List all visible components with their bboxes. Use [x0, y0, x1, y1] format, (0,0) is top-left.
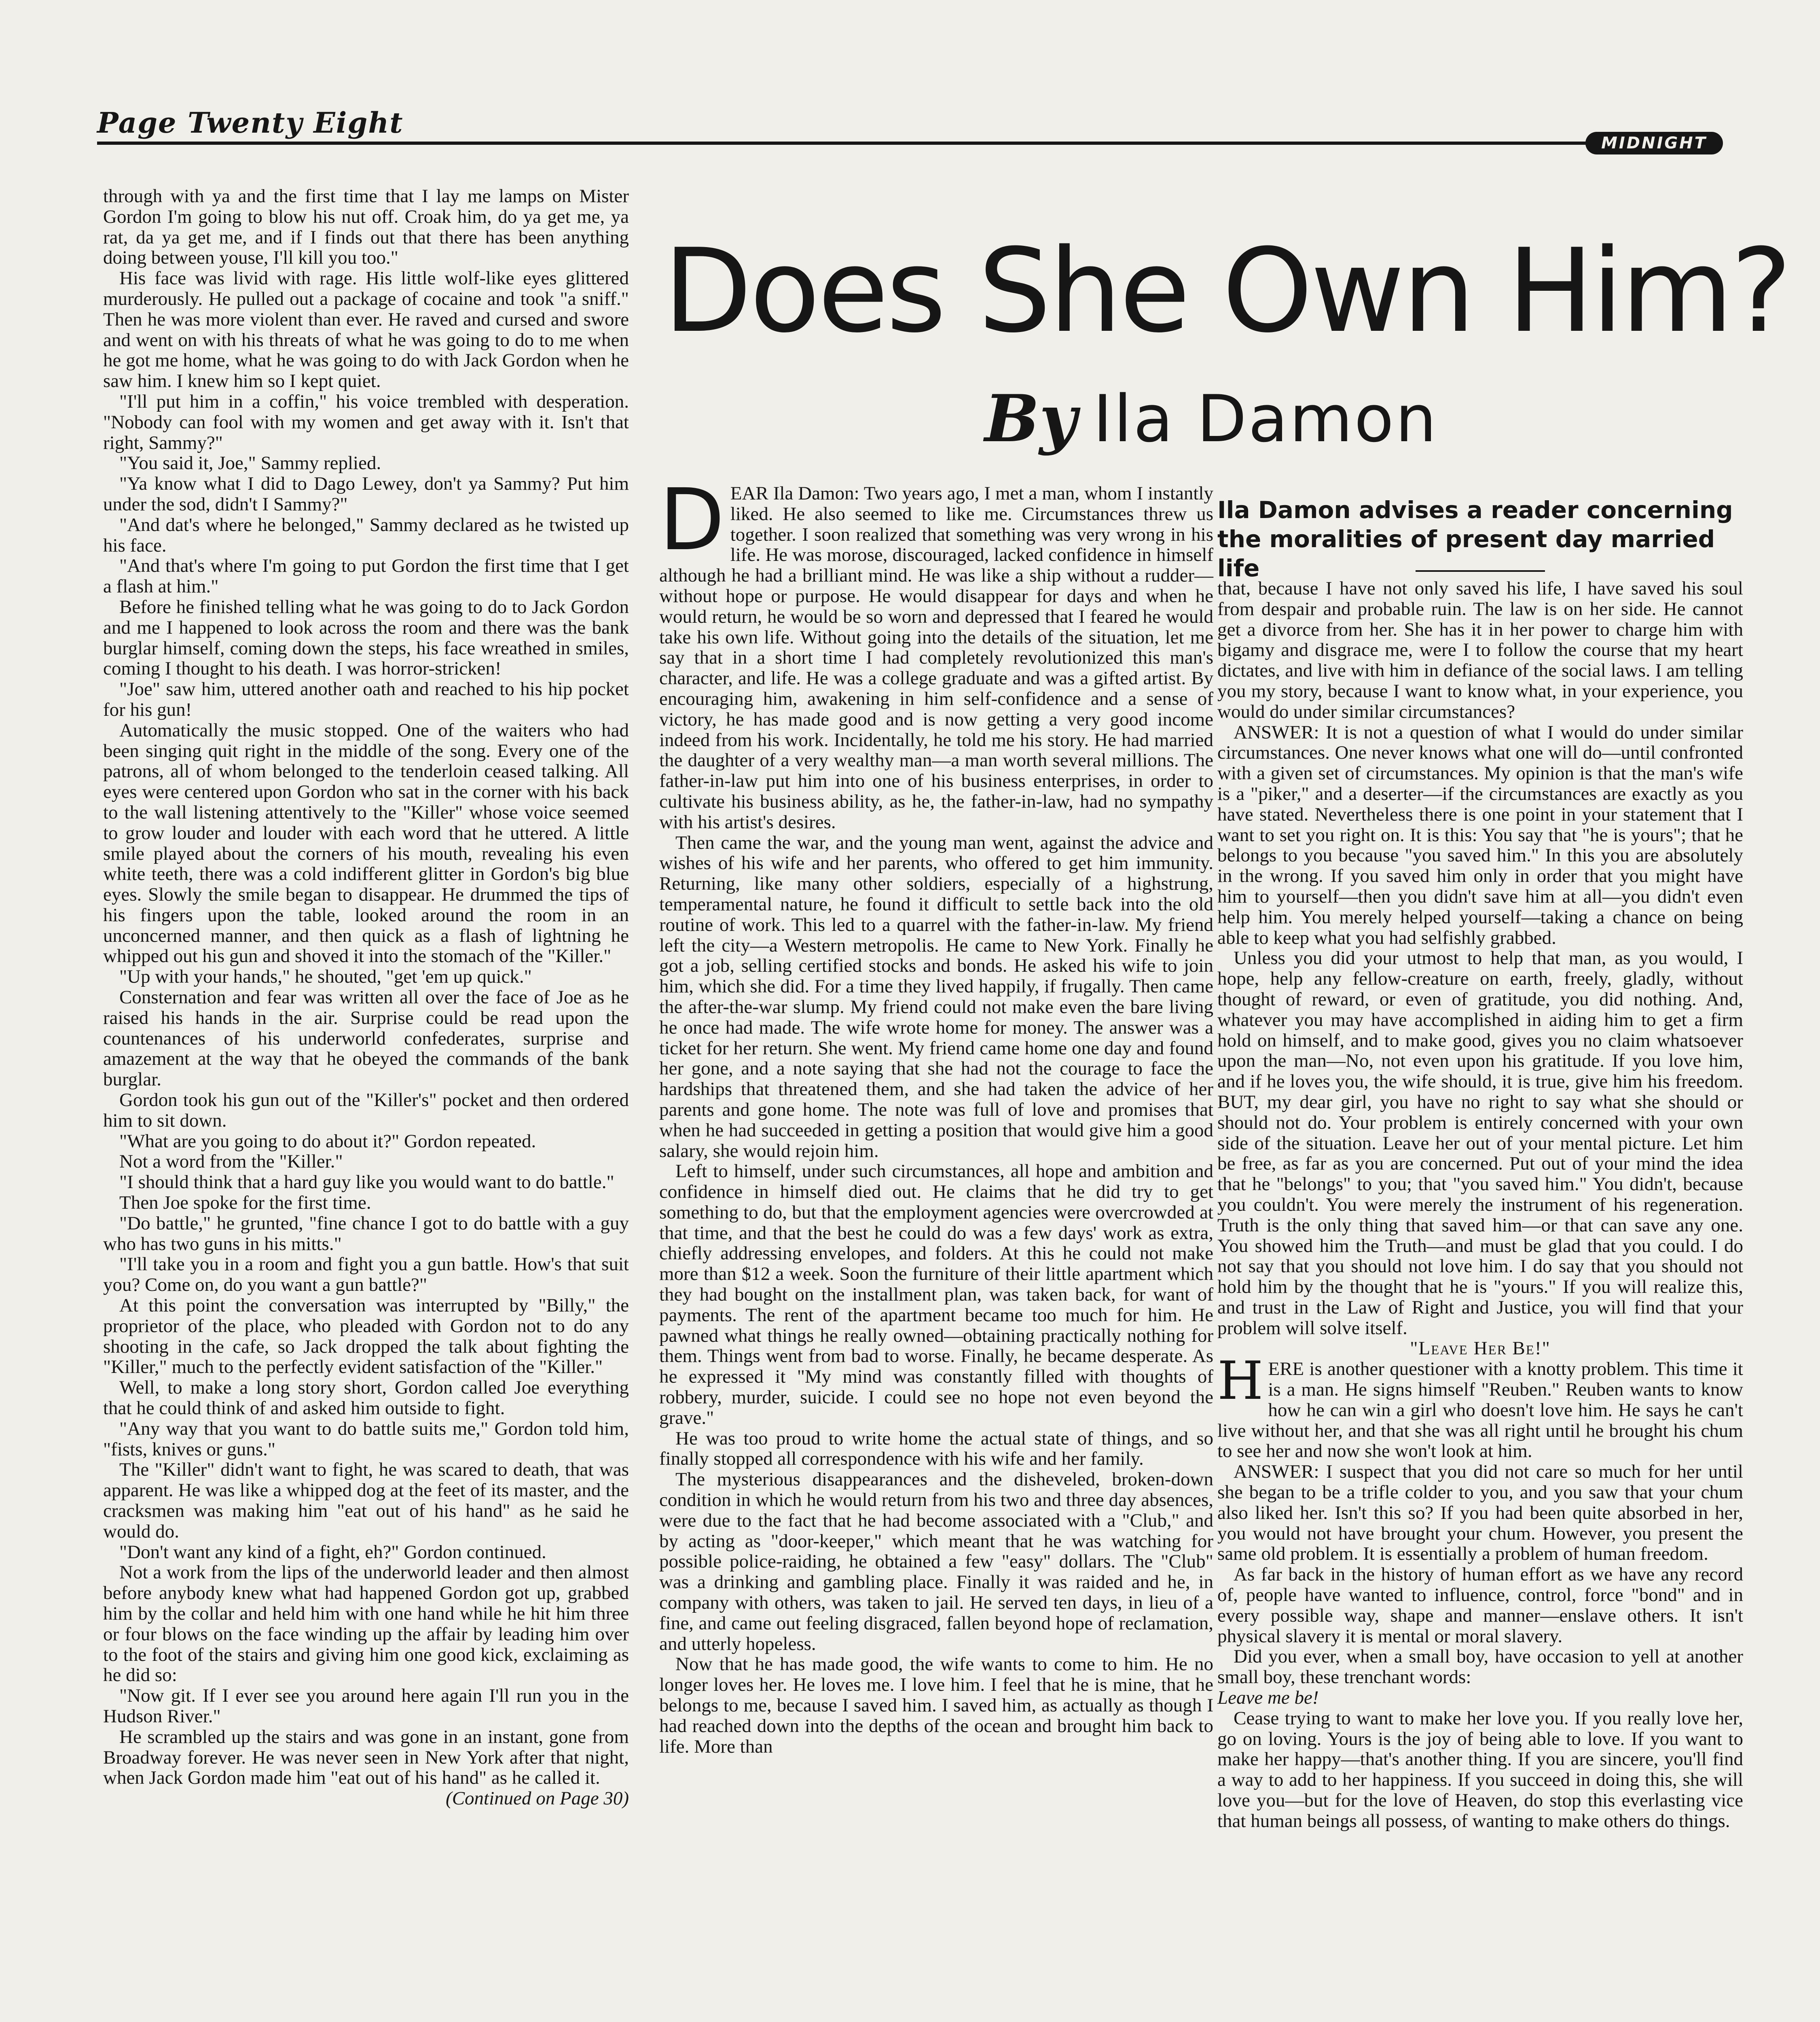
story-paragraph: Consternation and fear was written all over the face of Joe as he raised his hands in the air. Surprise could be read upon the countenances of his underworld confederates, surprise and amazement at the way that he obeyed the commands of the bank burglar. [103, 987, 629, 1090]
story-paragraph: "Do battle," he grunted, "fine chance I got to do battle with a guy who has two guns in his mitts." [103, 1212, 629, 1254]
answer-paragraph: As far back in the history of human effort as we have any record of, people have wanted to influence, control, force "bond" and in every possible way, shape and manner—enslave others. It isn't physical slavery it is mental or moral slavery. [1217, 1564, 1743, 1647]
header-rule [97, 142, 1711, 145]
answer-paragraph: Cease trying to want to make her love you. If you really love her, go on loving. Yours is the joy of being able to love. If you want to make her happy—that's another thing. If you are sincere, you'll find a way to add to her happiness. If you succeed in doing this, she will love you—but for the love of Heaven, do stop this everlasting vice that human beings all possess, of wanting to make others do things. [1217, 1707, 1743, 1832]
story-paragraph: "I'll put him in a coffin," his voice trembled with desperation. "Nobody can fool with my women and get away with it. Isn't that right, Sammy?" [103, 391, 629, 453]
story-paragraph: Before he finished telling what he was going to do to Jack Gordon and me I happened to look across the room and there was the bank burglar himself, coming down the steps, his face wreathed in smiles, coming I thought to his death. I was horror-stricken! [103, 596, 629, 679]
article-title: Does She Own Him? [663, 224, 1790, 358]
continued-note: (Continued on Page 30) [446, 1788, 629, 1809]
story-paragraph: The "Killer" didn't want to fight, he was scared to death, that was apparent. He was like a whipped dog at the feet of its master, and the cracksmen was making him "eat out of his hand" as he said he would do. [103, 1459, 629, 1542]
answer-paragraph: Unless you did your utmost to help that man, as you would, I hope, help any fellow-creature on earth, freely, gladly, without thought of reward, or even of gratitude, you did nothing. And, whatever you may have accomplished in aiding him to get a firm hold on himself, and to make good, gives you no claim whatsoever upon the man—No, not even upon his gratitude. If you love him, and if he loves you, the wife should, it is true, give him his freedom. BUT, my dear girl, you have no right to say what she should or should not do. Your problem is entirely concerned with your own side of the situation. Leave her out of your mental picture. Let him be free, as far as you are concerned. Put out of your mind the idea that he "belongs" to you; that "you saved him." You didn't, because you couldn't. You were merely the instrument of his regeneration. Truth is the only thing that saved him—or that can save any one. You showed him the Truth—and must be glad that you could. I do not say that you should not love him. I do say that you should not hold him by the thought that he is "yours." If you will realize this, and trust in the Law of Right and Justice, you will find that your problem will solve itself. [1217, 948, 1743, 1339]
story-paragraph: "And dat's where he belonged," Sammy declared as he twisted up his face. [103, 514, 629, 556]
story-paragraph: "Now git. If I ever see you around here again I'll run you in the Hudson River." [103, 1685, 629, 1727]
story-paragraph: "Joe" saw him, uttered another oath and reached to his hip pocket for his gun! [103, 679, 629, 720]
drop-cap: H [1217, 1350, 1263, 1412]
story-column [103, 186, 629, 2022]
story-paragraph: "And that's where I'm going to put Gordon the first time that I get a flash at him." [103, 555, 629, 597]
reuben-letter-text: ERE is another questioner with a knotty problem. This time it is a man. He signs himself "Reuben." Reuben wants to know how he can win a girl who doesn't love him. He says he can't live without her, and that she was all right until he brought his chum to see her and now she won't look at him. [1217, 1358, 1743, 1462]
story-paragraph: Automatically the music stopped. One of the waiters who had been singing quit right in the middle of the song. Every one of the patrons, all of whom belonged to the tenderloin ceased talking. All eyes were centered upon Gordon who sat in the corner with his back to the wall listening attentively to the "Killer" whose voice seemed to grow louder and louder with each word that he uttered. A little smile played about the corners of his mouth, revealing his even white teeth, there was a cold indifferent glitter in Gordon's big blue eyes. Slowly the smile began to disappear. He drummed the tips of his fingers upon the table, looked around the room in an unconcerned manner, and then quick as a flash of lightning he whipped out his gun and shoved it into the stomach of the "Killer." [103, 719, 629, 967]
story-paragraph: At this point the conversation was interrupted by "Billy," the proprietor of the place, who pleaded with Gordon not to do any shooting in the cafe, so Jack dropped the talk about fighting the "Killer," much to the perfectly evident satisfaction of the "Killer." [103, 1295, 629, 1378]
author-name: Ila Damon [1093, 381, 1438, 457]
story-paragraph: Gordon took his gun out of the "Killer's" pocket and then ordered him to sit down. [103, 1089, 629, 1131]
byline [663, 380, 1759, 458]
article-deck: Ila Damon advises a reader concerning the moralities of present day married life [1217, 496, 1733, 582]
story-paragraph: Not a work from the lips of the underworld leader and then almost before anybody knew what had happened Gordon got up, grabbed him by the collar and held him with one hand while he hit him three or four blows on the face winding up the affair by leading him over to the foot of the stairs and giving him one good kick, exclaiming as he did so: [103, 1562, 629, 1686]
letter-paragraph: He was too proud to write home the actual state of things, and so finally stopped all correspondence with his wife and her family. [659, 1428, 1213, 1470]
story-paragraph: "I'll take you in a room and fight you a gun battle. How's that suit you? Come on, do you want a gun battle?" [103, 1254, 629, 1296]
letter-column [659, 470, 1213, 2022]
story-paragraph: He scrambled up the stairs and was gone in an instant, gone from Broadway forever. He was never seen in New York after that night, when Jack Gordon made him "eat out of his hand" as he called it. [103, 1726, 629, 1789]
letter-opening-text: EAR Ila Damon: Two years ago, I met a man, whom I instantly liked. He also seemed to like me. Circumstances threw us together. I soon realized that something was very wrong in his life. He was morose, discouraged, lacked confidence in himself although he had a brilliant mind. He was like a ship without a rudder—without hope or purpose. He would disappear for days and when he would return, he would be so worn and depressed that I feared he would take his own life. Without going into the details of the situation, let me say that in a short time I had completely revolutionized this man's character, and life. He was a college graduate and was a gifted artist. By encouraging him, awakening in him self-confidence and a sense of victory, he has made good and is now getting a very good income indeed from his work. Incidentally, he told me his story. He had married the daughter of a very wealthy man—a man worth several millions. The father-in-law put him into one of his business enterprises, in order to cultivate his business ability, as he, the father-in-law, had no sympathy with his artist's desires. [659, 483, 1213, 833]
letter-paragraph: Now that he has made good, the wife wants to come to him. He no longer loves her. He loves me. I love him. I feel that he is mine, that he belongs to me, because I saved him. I saved him, as actually as though I had reached down into the depths of the ocean and brought him back to life. More than [659, 1654, 1213, 1757]
story-paragraph: through with ya and the first time that I lay me lamps on Mister Gordon I'm going to blow his nut off. Croak him, do ya get me, ya rat, da ya get me, and if I finds out that there has been anything doing between youse, I'll kill you too." [103, 186, 629, 269]
letter-opening [659, 470, 1213, 833]
section-subhead: "Leave Her Be!" [1410, 1338, 1551, 1359]
answer-paragraph: ANSWER: It is not a question of what I would do under similar circumstances. One never knows what one will do—until confronted with a given set of circumstances. My opinion is that the man's wife is a "piker," and a deserter—if the circumstances are exactly as you have stated. Nevertheless there is one point in your statement that I want to set you right on. It is this: You say that "he is yours"; that he belongs to you because "you saved him." In this you are absolutely in the wrong. If you saved him only in order that you might have him to yourself—then you didn't save him at all—you didn't even help him. You merely helped yourself—taking a chance on being able to keep what you had selfishly grabbed. [1217, 721, 1743, 948]
magazine-logo: MIDNIGHT [1585, 132, 1723, 154]
story-paragraph: "You said it, Joe," Sammy replied. [119, 453, 381, 474]
page-number-label: Page Twenty Eight [97, 106, 404, 140]
story-paragraph: "Up with your hands," he shouted, "get 'em up quick." [119, 966, 532, 988]
story-paragraph: His face was livid with rage. His little wolf-like eyes glittered murderously. He pulled out a package of cocaine and took "a sniff." Then he was more violent than ever. He raved and cursed and swore and went on with his threats of what he was going to do to me when he got me home, what he was going to do with Jack Gordon when he saw him. I knew him so I kept quiet. [103, 268, 629, 392]
deck-rule [1416, 570, 1545, 572]
reuben-letter [1217, 1350, 1743, 1462]
story-paragraph: Well, to make a long story short, Gordon called Joe everything that he could think of and asked him outside to fight. [103, 1377, 629, 1419]
story-paragraph: Then Joe spoke for the first time. [119, 1192, 371, 1214]
answer-paragraph: that, because I have not only saved his life, I have saved his soul from despair and probable ruin. The law is on her side. He cannot get a divorce from her. She has it in her power to charge him with bigamy and disgrace me, were I to follow the course that my heart dictates, and live with him in defiance of the social laws. I am telling you my story, because I want to know what, in your experience, you would do under similar circumstances? [1217, 578, 1743, 722]
story-paragraph: "Any way that you want to do battle suits me," Gordon told him, "fists, knives or guns." [103, 1418, 629, 1460]
story-paragraph: "Don't want any kind of a fight, eh?" Gordon continued. [119, 1541, 546, 1563]
italic-quote: Leave me be! [1217, 1687, 1319, 1709]
story-paragraph: "What are you going to do about it?" Gordon repeated. [119, 1130, 536, 1152]
letter-paragraph: The mysterious disappearances and the disheveled, broken-down condition in which he would return from his two and three day absences, were due to the fact that he had become associated with a "Club," and by acting as "door-keeper," which meant that he was watching for possible police-raiding, he obtained a few "easy" dollars. The "Club" was a drinking and gambling place. Finally it was raided and he, in company with others, was taken to jail. He served ten days, in lieu of a fine, and came out feeling disgraced, fallen beyond hope of reclamation, and utterly hopeless. [659, 1469, 1213, 1654]
letter-paragraph: Left to himself, under such circumstances, all hope and ambition and confidence in himself died out. He claims that he did try to get something to do, but that the employment agencies were overcrowded at that time, and that the best he could do was a few days' work as extra, chiefly addressing envelopes, and folders. At this he could not make more than $12 a week. Soon the furniture of their little apartment which they had bought on the installment plan, was taken back, for want of payments. The rent of the apartment became too much for him. He pawned what things he really owned—obtaining practically nothing for them. Things went from bad to worse. Finally, he became desperate. As he expressed it "My mind was constantly filled with thoughts of robbery, murder, suicide. I could see no hope not even beyond the grave." [659, 1161, 1213, 1428]
answer-paragraph: Did you ever, when a small boy, have occasion to yell at another small boy, these trenchant words: [1217, 1646, 1743, 1688]
answer-paragraph: ANSWER: I suspect that you did not care so much for her until she began to be a trifle colder to you, and you saw that your chum also liked her. Isn't this so? If you had been quite absorbed in her, you would not have brought your chum. However, you present the same old problem. It is essentially a problem of human freedom. [1217, 1461, 1743, 1565]
byline-prefix: By [984, 381, 1077, 457]
drop-cap: D [659, 470, 725, 569]
answer-column [1217, 578, 1743, 2022]
letter-paragraph: Then came the war, and the young man went, against the advice and wishes of his wife and her parents, who offered to get him immunity. Returning, like many other soldiers, especially of a highstrung, temperamental nature, he found it difficult to settle back into the old routine of work. This led to a quarrel with the father-in-law. My friend left the city—a Western metropolis. He came to New York. Finally he got a job, selling certified stocks and bonds. He asked his wife to join him, which she did. For a time they lived happily, if frugally. Then came the after-the-war slump. My friend could not make even the bare living he once had made. The wife wrote home for money. The answer was a ticket for her return. She went. My friend came home one day and found her gone, and a note saying that she had not the courage to face the hardships that threatened them, and she had taken the advice of her parents and gone home. The note was full of love and promises that when he had succeeded in getting a position that would give him a good salary, she would rejoin him. [659, 832, 1213, 1161]
story-paragraph: "I should think that a hard guy like you would want to do battle." [119, 1172, 614, 1193]
story-paragraph: "Ya know what I did to Dago Lewey, don't ya Sammy? Put him under the sod, didn't I Sammy?" [103, 473, 629, 515]
story-paragraph: Not a word from the "Killer." [119, 1151, 343, 1172]
